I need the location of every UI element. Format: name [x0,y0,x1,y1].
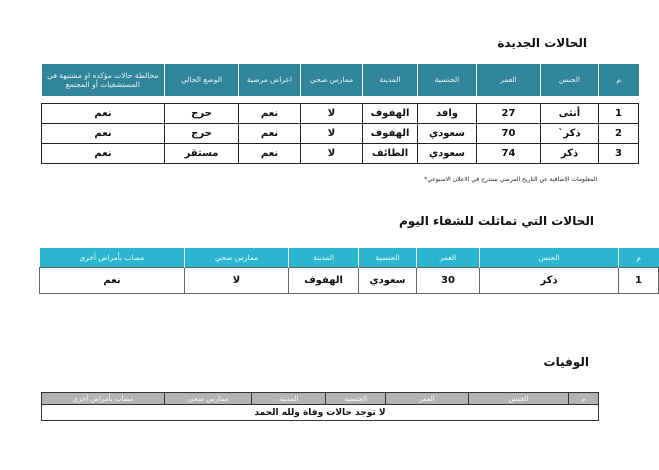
cell: نعم [42,104,165,124]
new-cases-table [41,64,639,164]
header-cell: الجنس [541,64,599,96]
cell: نعم [239,104,301,124]
recovered-table [39,248,659,294]
cell: الهفوف [289,268,359,294]
header-cell: م [569,393,599,405]
cell: نعم [40,268,185,294]
cell: سعودي [359,268,417,294]
cell: لا [301,104,363,124]
header-cell: الجنسية [418,64,477,96]
cell: 3 [599,144,639,164]
header-cell: العمر [477,64,541,96]
cell: نعم [239,124,301,144]
cell: الطائف [363,144,418,164]
header-cell: المدينة [363,64,418,96]
cell: لا [185,268,289,294]
cell: 74 [477,144,541,164]
header-cell: م [599,64,639,96]
deaths-header-row [42,393,599,405]
header-cell: العمر [417,248,480,268]
no-deaths-message: لا توجد حالات وفاة ولله الحمد [42,405,599,421]
recovered-header-row [40,248,659,268]
cell: نعم [239,144,301,164]
cell: 30 [417,268,480,294]
cell: 2 [599,124,639,144]
deaths-table [41,392,599,421]
header-cell: العمر [386,393,469,405]
cell: حرج [165,124,239,144]
cell: مستقر [165,144,239,164]
header-cell: مصاب بأمراض أخرى [42,393,165,405]
table-row [40,268,659,294]
header-cell: الجنسية [326,393,386,405]
cell: الهفوف [363,104,418,124]
header-cell: ممارس صحي [301,64,363,96]
table-row [42,104,639,124]
deaths-title: الوفيات [543,355,589,369]
header-cell: اعراض مرضية [239,64,301,96]
cell: نعم [42,144,165,164]
new-cases-title: الحالات الجديدة [497,36,587,50]
cell: سعودي [418,124,477,144]
cell: 70 [477,124,541,144]
spacer-row [42,96,639,104]
cell: سعودي [418,144,477,164]
header-cell: الوضع الحالي [165,64,239,96]
cell: أنثى [541,104,599,124]
header-cell: م [619,248,659,268]
header-cell: مخالطة حالات مؤكده او مشتبهة في المستشفيات أو المجتمع [42,64,165,96]
cell: لا [301,144,363,164]
header-cell: الجنس [480,248,619,268]
cell: ذكر [541,144,599,164]
cell: لا [301,124,363,144]
table-row [42,405,599,421]
header-cell: ممارس صحي [165,393,252,405]
header-cell: الجنس [469,393,569,405]
cell: الهفوف [363,124,418,144]
cell: 1 [619,268,659,294]
cell: حرج [165,104,239,124]
recovered-title: الحالات التي تماثلت للشفاء اليوم [398,214,594,228]
header-cell: مصاب بأمراض أخرى [40,248,185,268]
footnote: المعلومات الاضافية عن التاريخ المرضي ستدرج في الاعلان الاسبوعي* [424,176,597,183]
header-cell: المدينة [289,248,359,268]
cell: 27 [477,104,541,124]
cell: ذكر` [541,124,599,144]
header-cell: الجنسية [359,248,417,268]
header-cell: المدينة [252,393,326,405]
new-cases-header-row [42,64,639,96]
cell: ذكر [480,268,619,294]
header-cell: ممارس صحي [185,248,289,268]
table-row [42,144,639,164]
cell: 1 [599,104,639,124]
table-row [42,124,639,144]
cell: نعم [42,124,165,144]
cell: وافد [418,104,477,124]
